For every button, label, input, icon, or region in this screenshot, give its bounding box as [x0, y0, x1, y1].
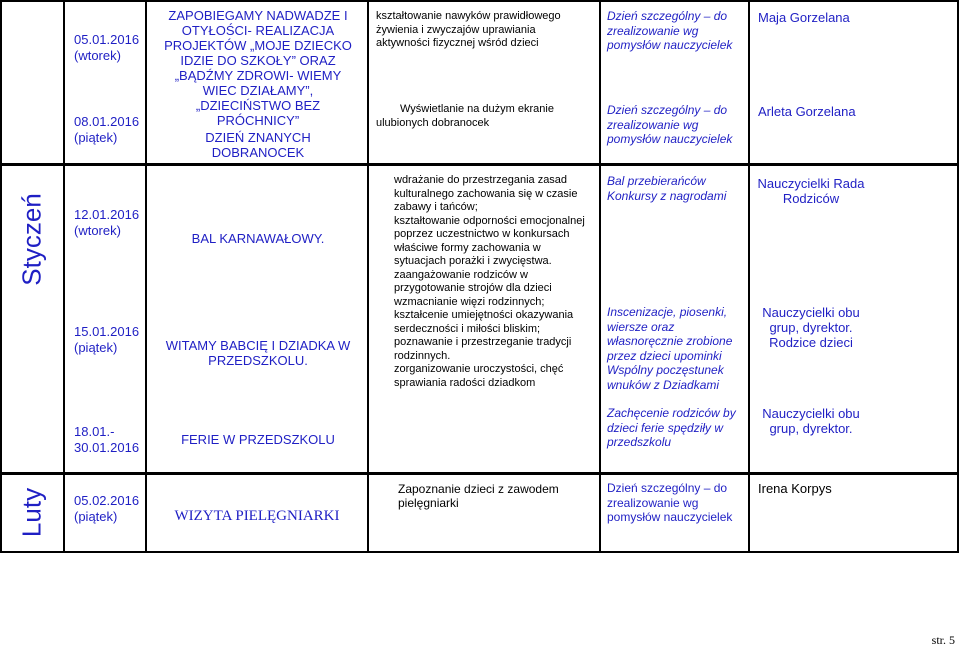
goal-item: poznawanie i przestrzeganie tradycji rodzinnych.	[394, 336, 572, 362]
goal-item: zaangażowanie rodziców w przygotowanie strojów dla dzieci	[394, 268, 552, 294]
date-cell	[74, 324, 144, 356]
responsible: Arleta Gorzelana	[758, 104, 856, 119]
form-text: Dzień szczególny – do zrealizowanie wg pomysłów nauczycielek	[607, 9, 733, 52]
date: 05.01.2016	[74, 32, 140, 47]
date: 12.01.2016	[74, 207, 140, 222]
column-divider	[367, 0, 369, 553]
month-label: Luty	[16, 487, 47, 538]
date: 18.01.-	[74, 424, 115, 439]
goal-item: wdrażanie do przestrzegania zasad kulturalnego zachowania się w czasie zabawy i tańców;	[394, 174, 578, 213]
date-cell	[74, 424, 144, 456]
form-text	[607, 174, 742, 203]
date: 05.02.2016	[74, 493, 140, 508]
row-divider	[0, 163, 959, 166]
goal-text-line: Wyświetlanie na dużym ekranie ulubionych dobranocek	[376, 103, 554, 129]
event-title: FERIE W PRZEDSZKOLU	[181, 432, 335, 447]
date: 08.01.2016	[74, 114, 140, 129]
goal-text: Zapoznanie dzieci z zawodem pielęgniarki	[398, 482, 559, 510]
form-text: Zachęcenie rodziców by dzieci ferie spędziły w przedszkolu	[607, 406, 736, 449]
weekday: (wtorek)	[74, 223, 121, 238]
goal-text	[376, 103, 586, 130]
responsible: Nauczycielki obu grup, dyrektor. Rodzice dzieci	[762, 305, 860, 350]
row-divider	[0, 472, 959, 475]
form-line: Bal przebierańców	[607, 174, 706, 188]
goal-item: wzmacnianie więzi rodzinnych;	[394, 295, 545, 308]
event-title: ZAPOBIEGAMY NADWADZE I OTYŁOŚCI- REALIZACJA PROJEKTÓW „MOJE DZIECKO IDZIE DO SZKOŁY” ORAZ „BĄDŹMY ZDROWI- WIEMY WIEC DZIAŁAMY”, „DZIECIŃSTWO BEZ PRÓCHNICY”	[164, 8, 352, 128]
responsible: Nauczycielki Rada Rodziców	[757, 176, 865, 206]
goal-item: zorganizowanie uroczystości, chęć sprawiania radości dziadkom	[394, 363, 564, 389]
responsible: Nauczycielki obu grup, dyrektor.	[762, 406, 860, 436]
date-cell	[74, 207, 144, 239]
page-number: str. 5	[931, 633, 955, 647]
responsible: Maja Gorzelana	[758, 10, 850, 25]
goal-item: kształtowanie odporności emocjonalnej poprzez uczestnictwo w konkursach	[394, 214, 585, 240]
date: 15.01.2016	[74, 324, 140, 339]
date-cell	[74, 493, 144, 525]
responsible: Irena Korpys	[758, 481, 832, 496]
month-label: Styczeń	[16, 193, 47, 286]
goal-list	[376, 174, 594, 390]
event-title: WITAMY BABCIĘ I DZIADKA W PRZEDSZKOLU.	[165, 338, 351, 368]
form-text: Inscenizacje, piosenki, wiersze oraz własnoręcznie zrobione przez dzieci upominki Wspólny poczęstunek wnuków z Dziadkami	[607, 305, 733, 392]
row-divider	[0, 551, 959, 553]
goal-text: kształtowanie nawyków prawidłowego żywienia i zwyczajów uprawiania aktywności fizycznej wśród dzieci	[376, 10, 561, 49]
event-title: WIZYTA PIELĘGNIARKI	[174, 508, 340, 524]
row-divider	[0, 0, 959, 2]
column-divider	[599, 0, 601, 553]
weekday: (wtorek)	[74, 48, 121, 63]
column-divider	[63, 0, 65, 553]
event-title: DZIEŃ ZNANYCH DOBRANOCEK	[205, 130, 311, 160]
date: 30.01.2016	[74, 440, 140, 455]
form-text: Dzień szczególny – do zrealizowanie wg pomysłów nauczycielek	[607, 103, 733, 146]
form-text: Dzień szczególny – do zrealizowanie wg pomysłów nauczycielek	[607, 481, 733, 524]
date-cell	[74, 32, 144, 64]
goal-item: kształcenie umiejętności okazywania serdeczności i miłości bliskim;	[394, 309, 574, 335]
column-divider	[748, 0, 750, 553]
weekday: (piątek)	[74, 130, 118, 145]
form-line: Konkursy z nagrodami	[607, 188, 727, 203]
column-divider	[145, 0, 147, 553]
date-cell	[74, 114, 144, 146]
column-divider	[0, 0, 2, 553]
goal-item: właściwe formy zachowania w sytuacjach porażki i zwycięstwa.	[394, 241, 552, 267]
weekday: (piątek)	[74, 340, 118, 355]
weekday: (piątek)	[74, 509, 118, 524]
event-title: BAL KARNAWAŁOWY.	[191, 231, 325, 246]
